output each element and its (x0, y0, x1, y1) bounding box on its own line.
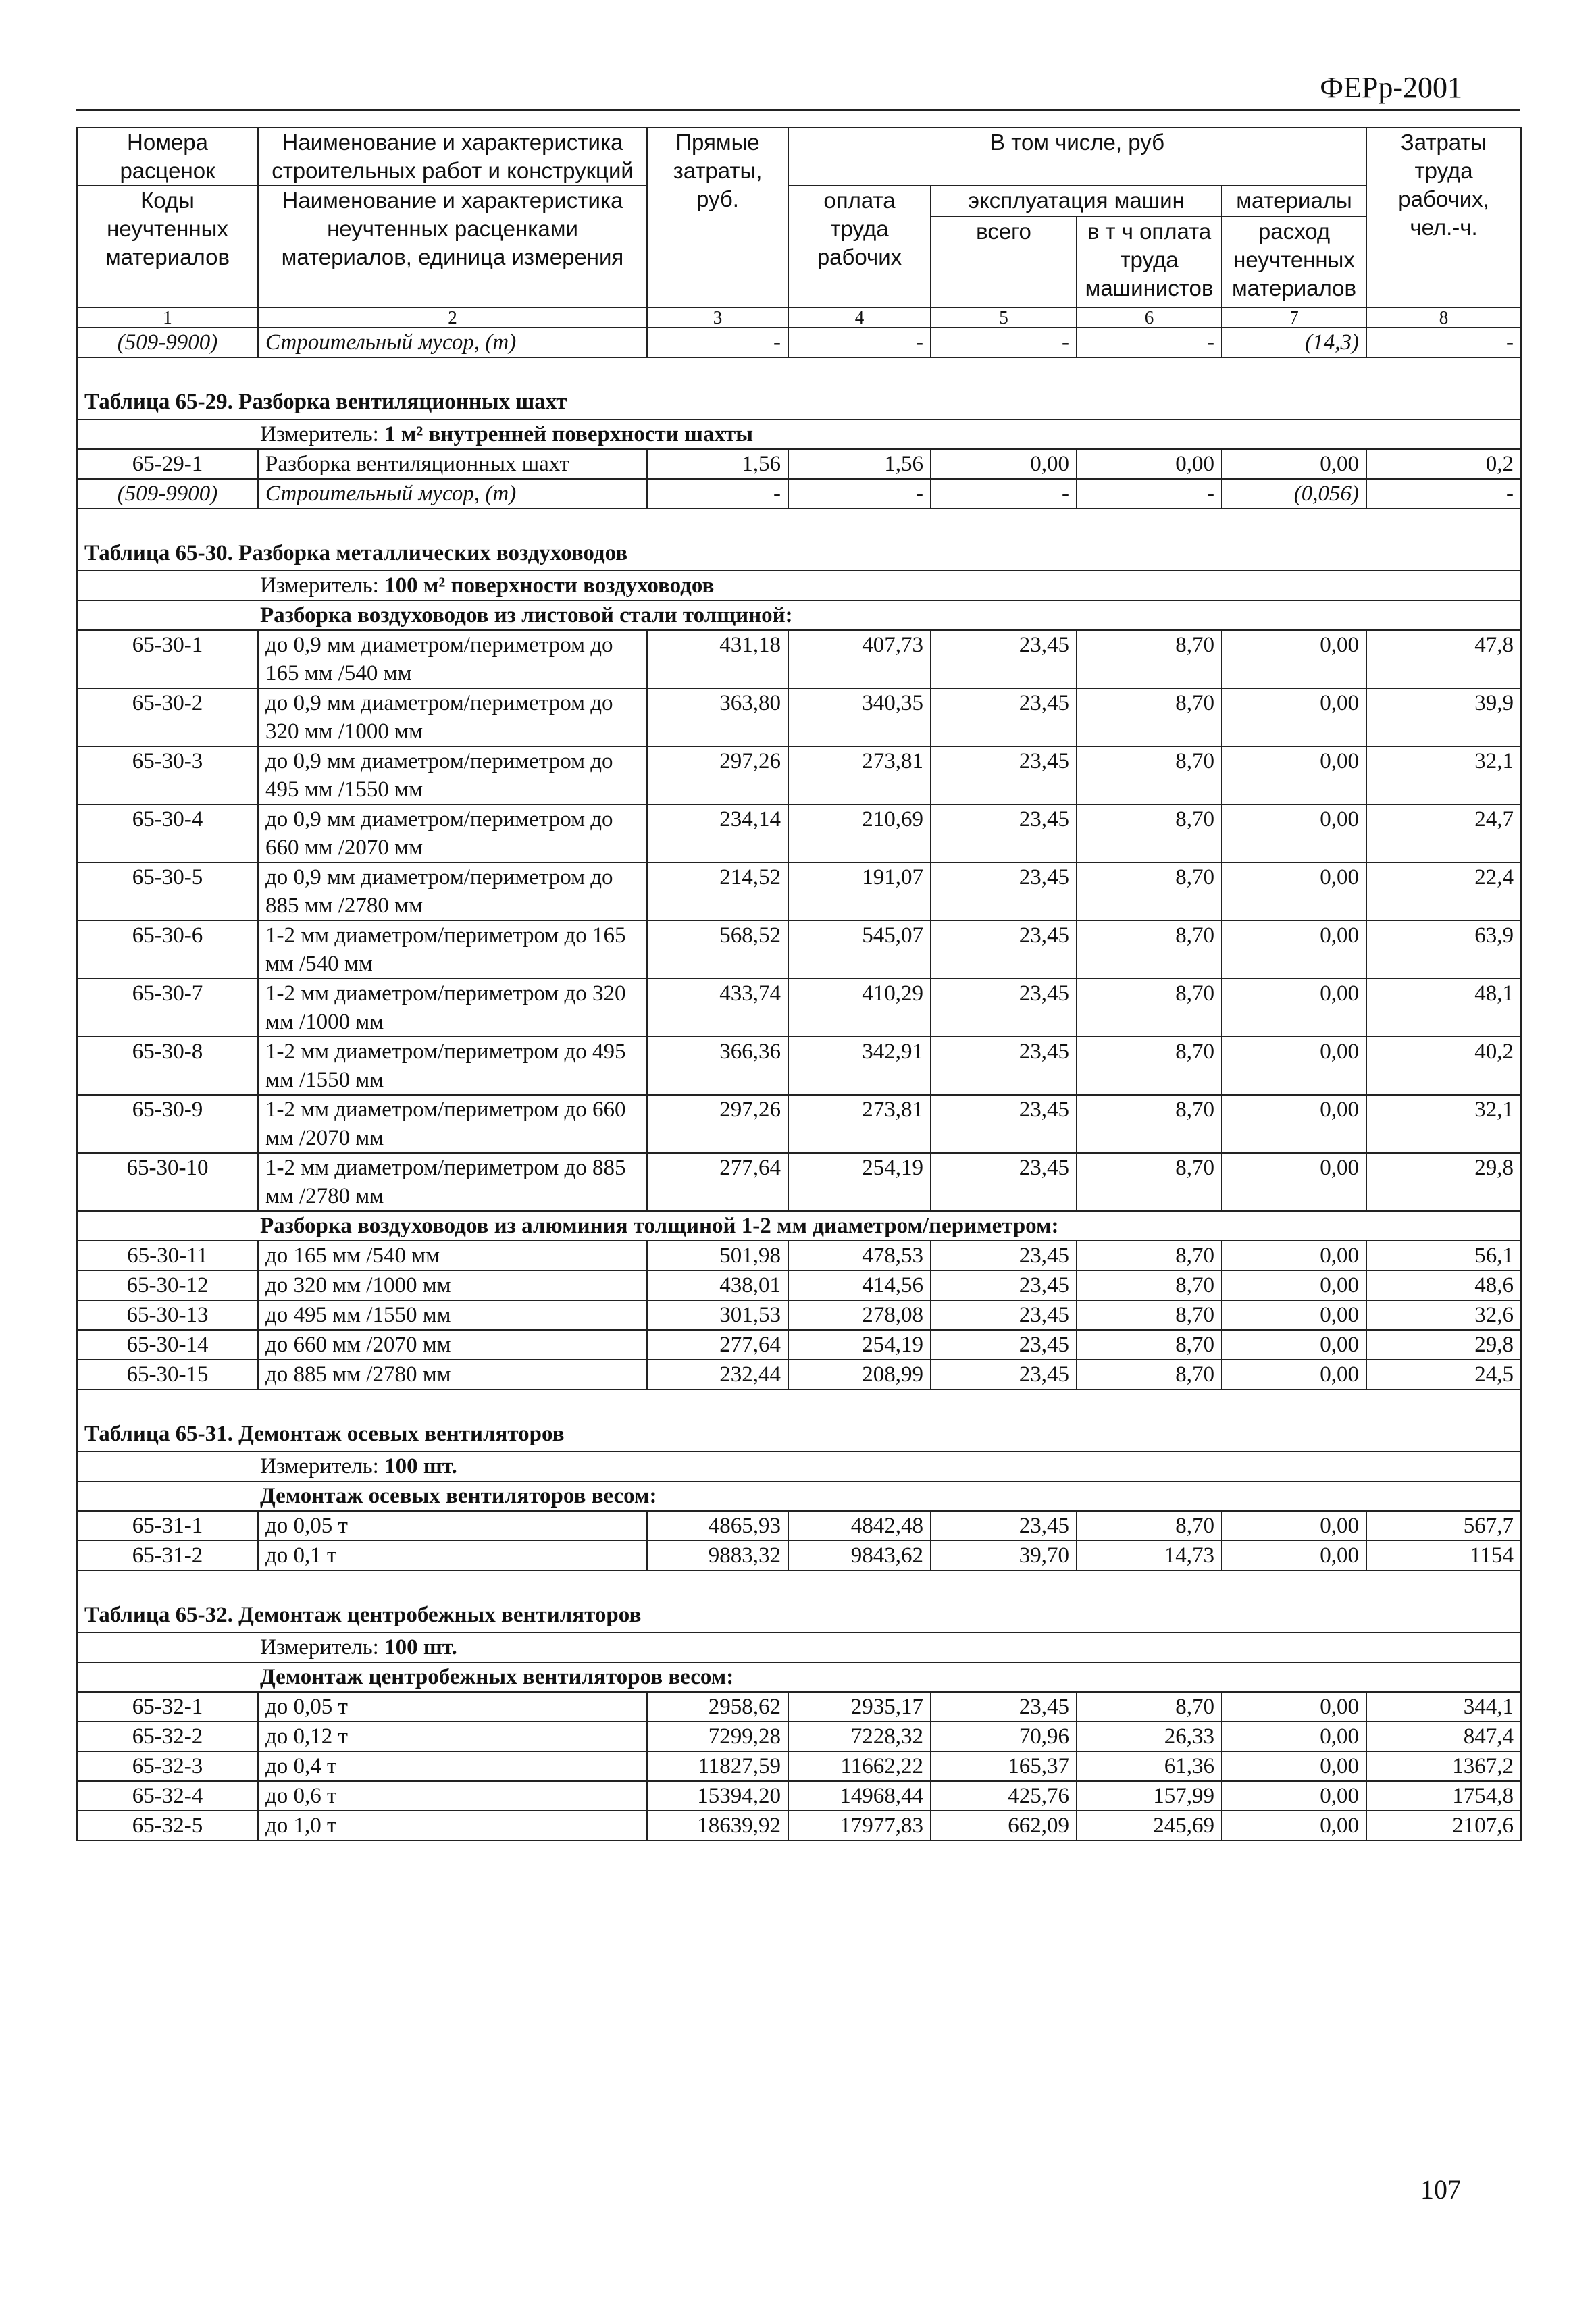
row-direct: 297,26 (647, 1095, 788, 1153)
row-labor: 39,9 (1366, 688, 1521, 746)
row-wages: 9843,62 (788, 1541, 931, 1570)
measure-prefix: Измеритель: (260, 1454, 379, 1479)
measure-value: 100 шт. (384, 1454, 457, 1479)
row-machines-wages: 8,70 (1077, 688, 1222, 746)
row-code: 65-30-8 (77, 1037, 258, 1095)
table-row (77, 1811, 1521, 1841)
row-machines-total: 23,45 (931, 746, 1077, 804)
row-code: 65-29-1 (77, 449, 258, 479)
document-code: ФЕРр-2001 (1320, 71, 1462, 104)
row-labor: 32,1 (1366, 746, 1521, 804)
group-heading: Демонтаж осевых вентиляторов весом: (77, 1481, 1521, 1511)
row-direct: 2958,62 (647, 1692, 788, 1722)
row-machines-total: 23,45 (931, 688, 1077, 746)
table-65-31-title-row (77, 1389, 1521, 1451)
row-wages: 7228,32 (788, 1722, 931, 1751)
row-labor: 0,2 (1366, 449, 1521, 479)
row-machines-total: 425,76 (931, 1781, 1077, 1811)
row-material: 0,00 (1222, 979, 1366, 1037)
row-wages: 210,69 (788, 804, 931, 863)
row-material: 0,00 (1222, 804, 1366, 863)
table-row (77, 1270, 1521, 1300)
table-65-29-measure-row (77, 419, 1521, 449)
row-labor: 40,2 (1366, 1037, 1521, 1095)
measure-prefix: Измеритель: (260, 1635, 379, 1660)
table-row (77, 1722, 1521, 1751)
group-row (77, 1211, 1521, 1241)
group-row (77, 600, 1521, 630)
row-machines-total: 23,45 (931, 1153, 1077, 1211)
row-direct: 234,14 (647, 804, 788, 863)
waste-material: (0,056) (1222, 479, 1366, 509)
row-direct: 214,52 (647, 863, 788, 921)
row-labor: 32,1 (1366, 1095, 1521, 1153)
table-row (77, 1511, 1521, 1541)
table-row (77, 921, 1521, 979)
table-65-29-title: Таблица 65-29. Разборка вентиляционных шахт (77, 357, 1521, 419)
measure-value: 1 м² внутренней поверхности шахты (384, 422, 754, 446)
row-code: 65-31-2 (77, 1541, 258, 1570)
row-machines-wages: 157,99 (1077, 1781, 1222, 1811)
waste-labor: - (1366, 479, 1521, 509)
row-code: 65-32-1 (77, 1692, 258, 1722)
header-machines-wages: в т ч оплата труда машинистов (1077, 217, 1222, 307)
row-direct: 277,64 (647, 1153, 788, 1211)
row-code: 65-30-13 (77, 1300, 258, 1330)
row-wages: 254,19 (788, 1330, 931, 1360)
row-name: до 0,4 т (258, 1751, 647, 1781)
row-wages: 4842,48 (788, 1511, 931, 1541)
row-material: 0,00 (1222, 1153, 1366, 1211)
page-number: 107 (1420, 2174, 1461, 2205)
colnum-2: 2 (258, 307, 647, 328)
group-row (77, 1662, 1521, 1692)
row-machines-wages: 8,70 (1077, 746, 1222, 804)
row-material: 0,00 (1222, 1360, 1366, 1389)
row-machines-total: 39,70 (931, 1541, 1077, 1570)
row-machines-total: 23,45 (931, 921, 1077, 979)
row-code: 65-30-9 (77, 1095, 258, 1153)
row-machines-wages: 8,70 (1077, 1095, 1222, 1153)
row-machines-wages: 8,70 (1077, 921, 1222, 979)
row-wages: 191,07 (788, 863, 931, 921)
row-labor: 48,6 (1366, 1270, 1521, 1300)
header-direct-costs: Прямые затраты, руб. (647, 128, 788, 307)
table-65-31-measure (77, 1451, 1521, 1481)
row-material: 0,00 (1222, 1037, 1366, 1095)
table-row (77, 863, 1521, 921)
row-code: 65-32-5 (77, 1811, 258, 1841)
table-65-32-rows (77, 1692, 1521, 1841)
row-name: до 0,1 т (258, 1541, 647, 1570)
row-direct: 363,80 (647, 688, 788, 746)
row-material: 0,00 (1222, 1692, 1366, 1722)
table-65-32-measure (77, 1632, 1521, 1662)
row-name: до 320 мм /1000 мм (258, 1270, 647, 1300)
measure-prefix: Измеритель: (260, 573, 379, 598)
row-code: 65-31-1 (77, 1511, 258, 1541)
row-material: 0,00 (1222, 1541, 1366, 1570)
row-labor: 24,7 (1366, 804, 1521, 863)
row-name: до 0,12 т (258, 1722, 647, 1751)
colnum-8: 8 (1366, 307, 1521, 328)
row-machines-wages: 8,70 (1077, 863, 1222, 921)
row-code: 65-30-15 (77, 1360, 258, 1389)
header-codes-bottom: Коды неучтенных материалов (77, 186, 258, 307)
row-wages: 11662,22 (788, 1751, 931, 1781)
row-code: 65-30-5 (77, 863, 258, 921)
row-labor: 29,8 (1366, 1153, 1521, 1211)
row-name: до 0,9 мм диаметром/периметром до 165 мм /540 мм (258, 630, 647, 688)
row-code: 65-32-2 (77, 1722, 258, 1751)
row-labor: 22,4 (1366, 863, 1521, 921)
row-code: 65-30-10 (77, 1153, 258, 1211)
row-machines-total: 23,45 (931, 1095, 1077, 1153)
row-name: 1-2 мм диаметром/периметром до 165 мм /540 мм (258, 921, 647, 979)
row-machines-total: 662,09 (931, 1811, 1077, 1841)
row-machines-total: 23,45 (931, 804, 1077, 863)
row-machines-wages: 61,36 (1077, 1751, 1222, 1781)
header-machines-total: всего (931, 217, 1077, 307)
row-machines-total: 165,37 (931, 1751, 1077, 1781)
waste-machines-wages: - (1077, 328, 1222, 357)
row-machines-total: 23,45 (931, 1300, 1077, 1330)
row-direct: 4865,93 (647, 1511, 788, 1541)
row-material: 0,00 (1222, 630, 1366, 688)
waste-wages: - (788, 328, 931, 357)
row-machines-wages: 8,70 (1077, 1037, 1222, 1095)
table-65-30-title: Таблица 65-30. Разборка металлических воздуховодов (77, 509, 1521, 571)
row-material: 0,00 (1222, 449, 1366, 479)
row-material: 0,00 (1222, 1095, 1366, 1153)
waste-machines-wages: - (1077, 479, 1222, 509)
waste-row (77, 328, 1521, 357)
row-name: до 165 мм /540 мм (258, 1241, 647, 1270)
row-machines-total: 23,45 (931, 1270, 1077, 1300)
row-labor: 847,4 (1366, 1722, 1521, 1751)
row-direct: 301,53 (647, 1300, 788, 1330)
row-material: 0,00 (1222, 1751, 1366, 1781)
row-name: Разборка вентиляционных шахт (258, 449, 647, 479)
waste-name: Строительный мусор, (т) (258, 328, 647, 357)
header-machines: эксплуатация машин (931, 186, 1222, 217)
row-machines-wages: 8,70 (1077, 1330, 1222, 1360)
header-labor: Затраты труда рабочих, чел.-ч. (1366, 128, 1521, 307)
table-65-30-measure-row (77, 571, 1521, 600)
row-machines-wages: 8,70 (1077, 979, 1222, 1037)
row-labor: 32,6 (1366, 1300, 1521, 1330)
row-machines-wages: 8,70 (1077, 1241, 1222, 1270)
table-row (77, 1330, 1521, 1360)
row-name: до 0,05 т (258, 1511, 647, 1541)
row-code: 65-30-7 (77, 979, 258, 1037)
row-material: 0,00 (1222, 746, 1366, 804)
row-material: 0,00 (1222, 1241, 1366, 1270)
row-name: 1-2 мм диаметром/периметром до 885 мм /2780 мм (258, 1153, 647, 1211)
waste-machines-total: - (931, 328, 1077, 357)
row-machines-wages: 8,70 (1077, 1360, 1222, 1389)
row-name: до 0,9 мм диаметром/периметром до 495 мм /1550 мм (258, 746, 647, 804)
header-row-1 (77, 128, 1521, 186)
row-machines-total: 23,45 (931, 863, 1077, 921)
row-machines-total: 0,00 (931, 449, 1077, 479)
table-65-29-measure (77, 419, 1521, 449)
row-labor: 567,7 (1366, 1511, 1521, 1541)
row-name: до 1,0 т (258, 1811, 647, 1841)
table-row (77, 1360, 1521, 1389)
row-wages: 278,08 (788, 1300, 931, 1330)
header-rule (76, 109, 1520, 111)
row-direct: 18639,92 (647, 1811, 788, 1841)
row-machines-wages: 8,70 (1077, 1300, 1222, 1330)
row-name: до 495 мм /1550 мм (258, 1300, 647, 1330)
row-material: 0,00 (1222, 1300, 1366, 1330)
row-labor: 1367,2 (1366, 1751, 1521, 1781)
waste-row (77, 479, 1521, 509)
table-65-30-title-row (77, 509, 1521, 571)
colnum-4: 4 (788, 307, 931, 328)
row-code: 65-30-3 (77, 746, 258, 804)
table-65-30-measure (77, 571, 1521, 600)
row-machines-wages: 8,70 (1077, 1692, 1222, 1722)
row-material: 0,00 (1222, 1781, 1366, 1811)
row-direct: 1,56 (647, 449, 788, 479)
row-wages: 1,56 (788, 449, 931, 479)
waste-machines-total: - (931, 479, 1077, 509)
colnum-1: 1 (77, 307, 258, 328)
row-machines-wages: 14,73 (1077, 1541, 1222, 1570)
row-name: 1-2 мм диаметром/периметром до 495 мм /1550 мм (258, 1037, 647, 1095)
group-heading: Разборка воздуховодов из алюминия толщиной 1-2 мм диаметром/периметром: (77, 1211, 1521, 1241)
row-wages: 14968,44 (788, 1781, 931, 1811)
row-name: 1-2 мм диаметром/периметром до 320 мм /1000 мм (258, 979, 647, 1037)
waste-direct: - (647, 328, 788, 357)
group-heading: Демонтаж центробежных вентиляторов весом: (77, 1662, 1521, 1692)
header-name-bottom: Наименование и характеристика неучтенных расценками материалов, единица измерения (258, 186, 647, 307)
table-65-31-rows (77, 1511, 1521, 1570)
row-machines-wages: 8,70 (1077, 1511, 1222, 1541)
row-name: до 0,6 т (258, 1781, 647, 1811)
row-name: до 0,05 т (258, 1692, 647, 1722)
row-machines-total: 23,45 (931, 1037, 1077, 1095)
row-code: 65-30-6 (77, 921, 258, 979)
row-code: 65-32-3 (77, 1751, 258, 1781)
row-name: 1-2 мм диаметром/периметром до 660 мм /2070 мм (258, 1095, 647, 1153)
waste-name: Строительный мусор, (т) (258, 479, 647, 509)
price-table-container (76, 127, 1520, 1841)
row-code: 65-30-12 (77, 1270, 258, 1300)
table-65-30-aluminium-rows (77, 1241, 1521, 1389)
row-labor: 1754,8 (1366, 1781, 1521, 1811)
column-number-row (77, 307, 1521, 328)
measure-value: 100 шт. (384, 1635, 457, 1660)
header-materials-sub: расход неучтенных материалов (1222, 217, 1366, 307)
row-machines-total: 70,96 (931, 1722, 1077, 1751)
row-labor: 63,9 (1366, 921, 1521, 979)
row-direct: 297,26 (647, 746, 788, 804)
row-code: 65-30-11 (77, 1241, 258, 1270)
row-direct: 568,52 (647, 921, 788, 979)
table-row (77, 746, 1521, 804)
table-row (77, 630, 1521, 688)
table-row (77, 979, 1521, 1037)
row-machines-total: 23,45 (931, 1511, 1077, 1541)
row-direct: 433,74 (647, 979, 788, 1037)
row-material: 0,00 (1222, 1270, 1366, 1300)
row-wages: 340,35 (788, 688, 931, 746)
row-labor: 29,8 (1366, 1330, 1521, 1360)
table-65-31-measure-row (77, 1451, 1521, 1481)
row-material: 0,00 (1222, 1330, 1366, 1360)
row-name: до 660 мм /2070 мм (258, 1330, 647, 1360)
row-code: 65-30-4 (77, 804, 258, 863)
row-wages: 545,07 (788, 921, 931, 979)
group-heading: Разборка воздуховодов из листовой стали толщиной: (77, 600, 1521, 630)
colnum-3: 3 (647, 307, 788, 328)
table-row (77, 1751, 1521, 1781)
row-material: 0,00 (1222, 1811, 1366, 1841)
measure-prefix: Измеритель: (260, 422, 379, 446)
row-labor: 2107,6 (1366, 1811, 1521, 1841)
row-wages: 273,81 (788, 746, 931, 804)
row-wages: 208,99 (788, 1360, 931, 1389)
row-machines-total: 23,45 (931, 1360, 1077, 1389)
waste-labor: - (1366, 328, 1521, 357)
row-material: 0,00 (1222, 921, 1366, 979)
table-row (77, 1781, 1521, 1811)
row-direct: 11827,59 (647, 1751, 788, 1781)
row-direct: 438,01 (647, 1270, 788, 1300)
table-row (77, 1541, 1521, 1570)
row-wages: 2935,17 (788, 1692, 931, 1722)
row-name: до 0,9 мм диаметром/периметром до 885 мм /2780 мм (258, 863, 647, 921)
waste-wages: - (788, 479, 931, 509)
row-name: до 0,9 мм диаметром/периметром до 320 мм /1000 мм (258, 688, 647, 746)
waste-direct: - (647, 479, 788, 509)
table-row (77, 1153, 1521, 1211)
row-labor: 48,1 (1366, 979, 1521, 1037)
row-material: 0,00 (1222, 863, 1366, 921)
table-row (77, 1300, 1521, 1330)
row-wages: 342,91 (788, 1037, 931, 1095)
row-wages: 414,56 (788, 1270, 931, 1300)
waste-code: (509-9900) (77, 328, 258, 357)
row-machines-total: 23,45 (931, 979, 1077, 1037)
row-labor: 24,5 (1366, 1360, 1521, 1389)
header-name-top: Наименование и характеристика строительных работ и конструкций (258, 128, 647, 186)
table-row (77, 1037, 1521, 1095)
price-table (76, 127, 1522, 1841)
table-row (77, 449, 1521, 479)
row-machines-wages: 8,70 (1077, 804, 1222, 863)
row-name: до 885 мм /2780 мм (258, 1360, 647, 1389)
table-65-30-steel-rows (77, 630, 1521, 1211)
colnum-6: 6 (1077, 307, 1222, 328)
colnum-7: 7 (1222, 307, 1366, 328)
row-wages: 254,19 (788, 1153, 931, 1211)
table-row (77, 1241, 1521, 1270)
row-wages: 17977,83 (788, 1811, 931, 1841)
row-machines-wages: 26,33 (1077, 1722, 1222, 1751)
row-material: 0,00 (1222, 1511, 1366, 1541)
header-including: В том числе, руб (788, 128, 1366, 186)
table-row (77, 1095, 1521, 1153)
row-labor: 56,1 (1366, 1241, 1521, 1270)
waste-material: (14,3) (1222, 328, 1366, 357)
row-direct: 7299,28 (647, 1722, 788, 1751)
table-row (77, 1692, 1521, 1722)
row-code: 65-30-1 (77, 630, 258, 688)
table-65-32-measure-row (77, 1632, 1521, 1662)
row-machines-wages: 245,69 (1077, 1811, 1222, 1841)
row-wages: 407,73 (788, 630, 931, 688)
row-wages: 478,53 (788, 1241, 931, 1270)
header-wages: оплата труда рабочих (788, 186, 931, 307)
row-machines-total: 23,45 (931, 1692, 1077, 1722)
row-labor: 344,1 (1366, 1692, 1521, 1722)
table-65-31-title: Таблица 65-31. Демонтаж осевых вентиляторов (77, 1389, 1521, 1451)
header-codes-top: Номера расценок (77, 128, 258, 186)
colnum-5: 5 (931, 307, 1077, 328)
row-code: 65-32-4 (77, 1781, 258, 1811)
row-machines-wages: 0,00 (1077, 449, 1222, 479)
group-row (77, 1481, 1521, 1511)
row-machines-wages: 8,70 (1077, 630, 1222, 688)
measure-value: 100 м² поверхности воздуховодов (384, 573, 715, 598)
row-direct: 232,44 (647, 1360, 788, 1389)
table-65-32-title-row (77, 1570, 1521, 1632)
row-code: 65-30-14 (77, 1330, 258, 1360)
row-name: до 0,9 мм диаметром/периметром до 660 мм /2070 мм (258, 804, 647, 863)
row-material: 0,00 (1222, 1722, 1366, 1751)
row-machines-total: 23,45 (931, 1330, 1077, 1360)
table-65-29-title-row (77, 357, 1521, 419)
row-direct: 501,98 (647, 1241, 788, 1270)
row-direct: 366,36 (647, 1037, 788, 1095)
header-row-2 (77, 186, 1521, 217)
table-65-32-title: Таблица 65-32. Демонтаж центробежных вентиляторов (77, 1570, 1521, 1632)
row-wages: 273,81 (788, 1095, 931, 1153)
row-machines-wages: 8,70 (1077, 1270, 1222, 1300)
row-labor: 47,8 (1366, 630, 1521, 688)
row-direct: 9883,32 (647, 1541, 788, 1570)
row-machines-total: 23,45 (931, 1241, 1077, 1270)
row-labor: 1154 (1366, 1541, 1521, 1570)
row-direct: 431,18 (647, 630, 788, 688)
row-machines-total: 23,45 (931, 630, 1077, 688)
row-direct: 277,64 (647, 1330, 788, 1360)
waste-code: (509-9900) (77, 479, 258, 509)
row-material: 0,00 (1222, 688, 1366, 746)
row-code: 65-30-2 (77, 688, 258, 746)
table-row (77, 804, 1521, 863)
row-wages: 410,29 (788, 979, 931, 1037)
row-machines-wages: 8,70 (1077, 1153, 1222, 1211)
row-direct: 15394,20 (647, 1781, 788, 1811)
table-row (77, 688, 1521, 746)
header-materials: материалы (1222, 186, 1366, 217)
